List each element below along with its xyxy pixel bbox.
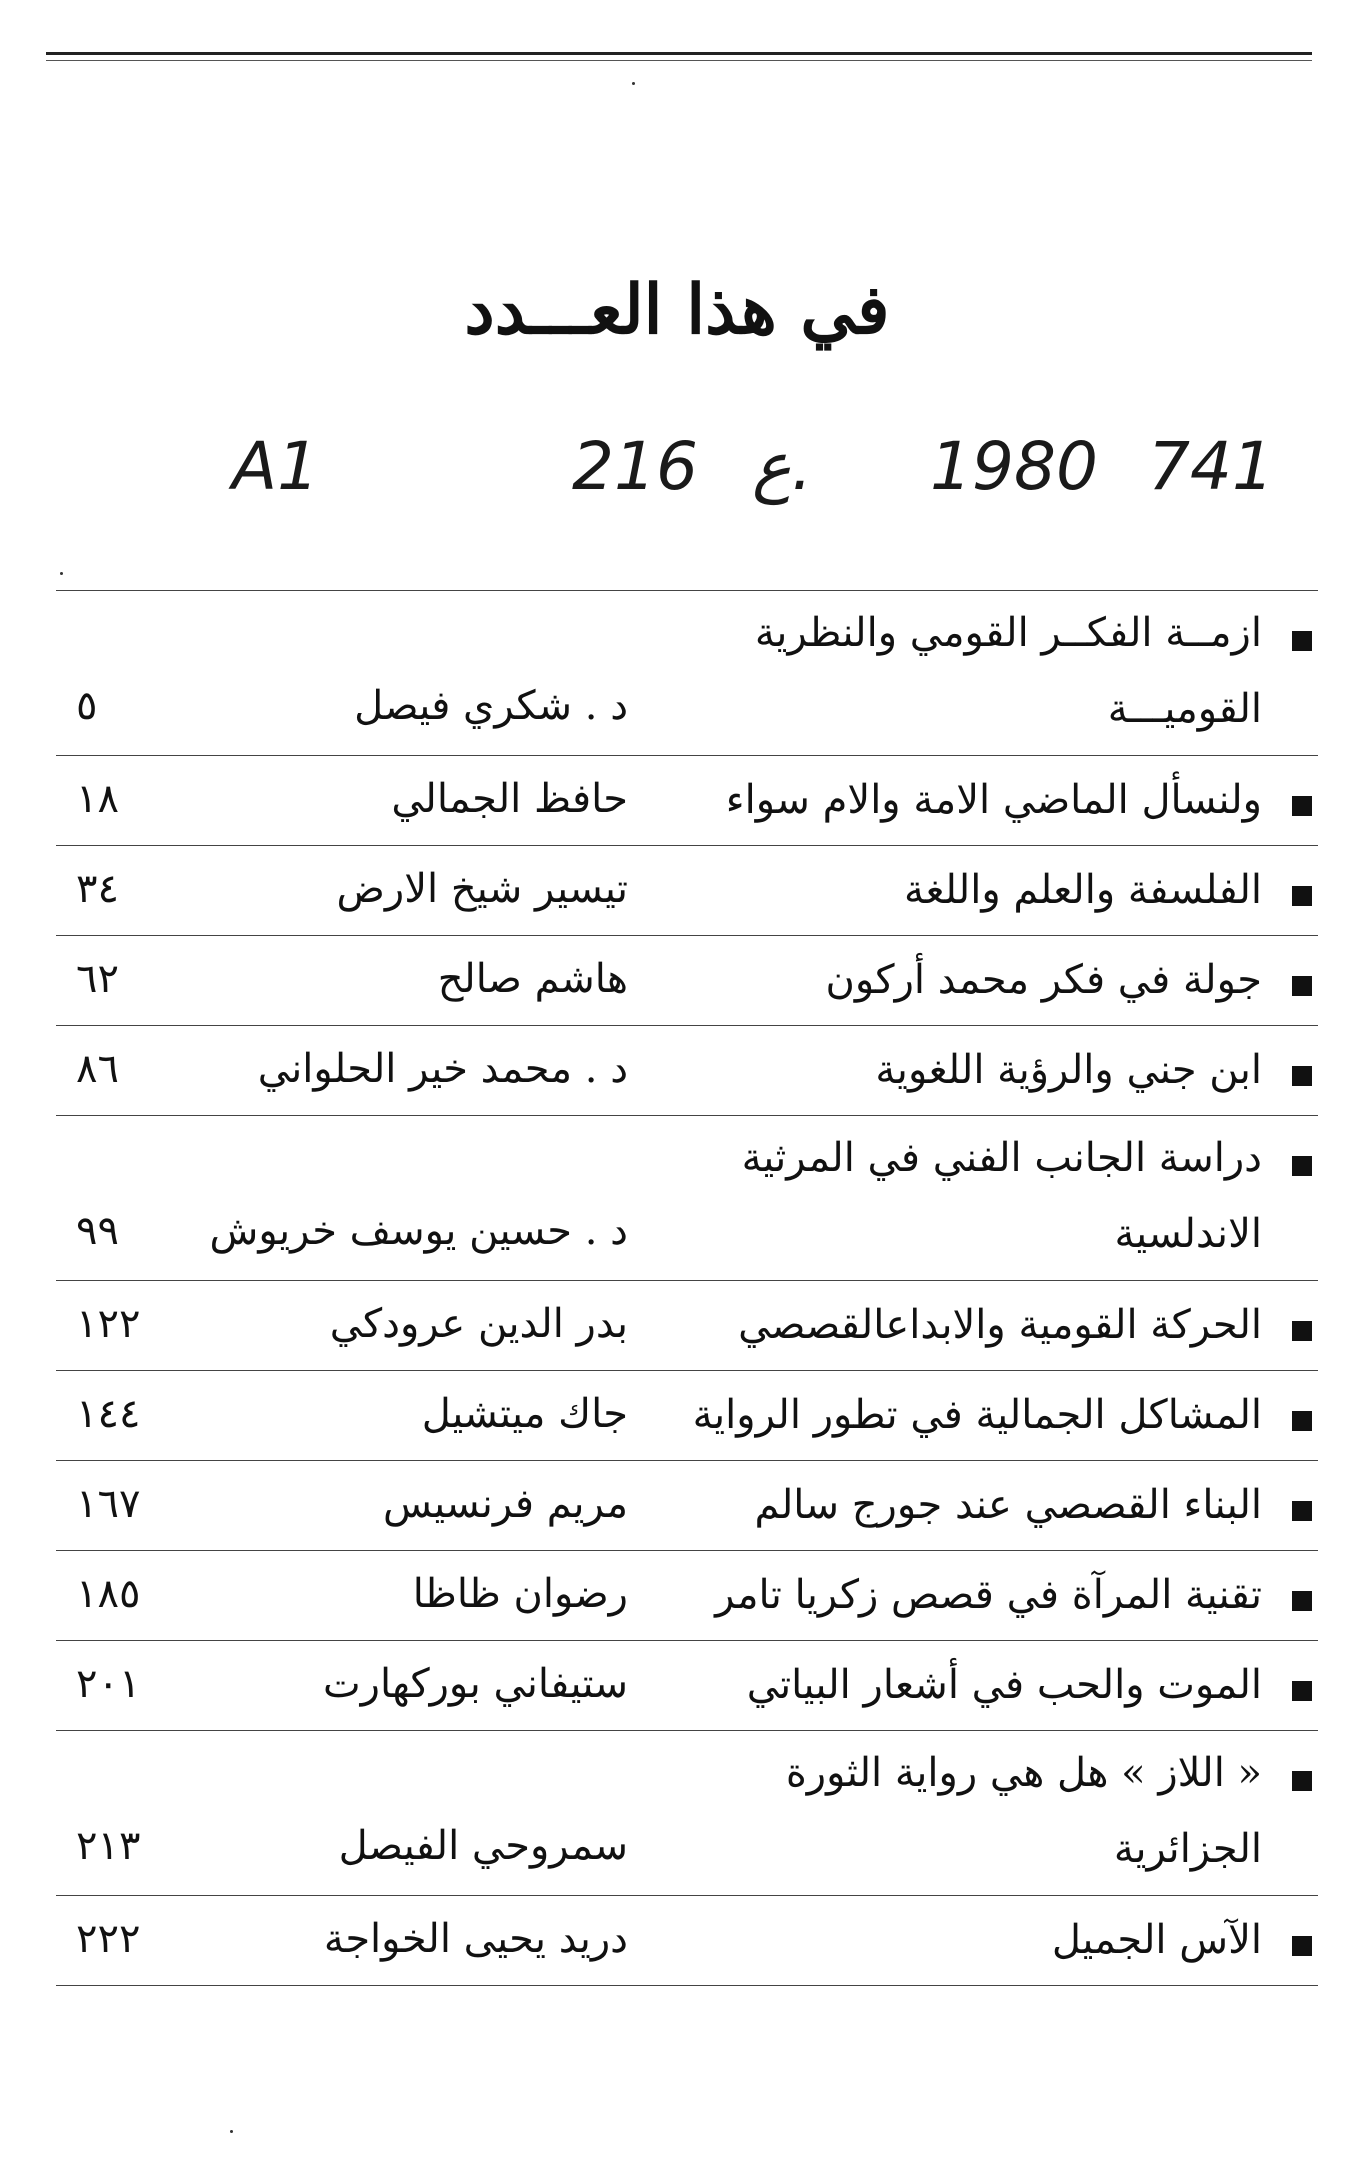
square-bullet-icon <box>1292 1321 1312 1341</box>
article-title: ابن جني والرؤية اللغوية <box>875 1047 1262 1093</box>
article-author: دريد يحيى الخواجة <box>323 1916 628 1962</box>
article-author: رضوان ظاظا <box>412 1571 628 1617</box>
square-bullet-icon <box>1292 1771 1312 1791</box>
article-title: جولة في فكر محمد أركون <box>825 957 1262 1003</box>
handwritten-note <box>0 428 1354 538</box>
page-number: ٢١٣ <box>76 1823 141 1869</box>
article-author: د . شكري فيصل <box>354 683 628 729</box>
article-title: الفلسفة والعلم واللغة <box>904 867 1262 913</box>
toc-row <box>56 1461 1318 1551</box>
page-number: ١٦٧ <box>76 1481 141 1527</box>
toc-row <box>56 1641 1318 1731</box>
square-bullet-icon <box>1292 1066 1312 1086</box>
article-author: حافظ الجمالي <box>391 776 628 822</box>
toc-row <box>56 1551 1318 1641</box>
article-author: بدر الدين عرودكي <box>329 1301 628 1347</box>
toc-row <box>56 756 1318 846</box>
handwritten-note-part: 741 <box>1148 428 1274 505</box>
toc-row <box>56 1026 1318 1116</box>
article-title: ولنسأل الماضي الامة والام سواء <box>725 777 1262 823</box>
handwritten-note-part: A1 <box>232 428 320 505</box>
page-number: ١٨ <box>76 776 119 822</box>
speck <box>60 572 63 575</box>
toc-row <box>56 1731 1318 1896</box>
square-bullet-icon <box>1292 886 1312 906</box>
page-title: في هذا العـــدد <box>464 270 890 350</box>
article-author: د . محمد خير الحلواني <box>257 1046 628 1092</box>
square-bullet-icon <box>1292 631 1312 651</box>
article-author: د . حسين يوسف خريوش <box>209 1208 628 1254</box>
article-title: الآس الجميل <box>1051 1917 1262 1963</box>
handwritten-note-part: 216 <box>572 428 698 505</box>
speck <box>632 82 635 85</box>
page-number: ١٨٥ <box>76 1571 141 1617</box>
square-bullet-icon <box>1292 1501 1312 1521</box>
page-number: ٨٦ <box>76 1046 119 1092</box>
page-number: ٢٠١ <box>76 1661 141 1707</box>
article-title: الموت والحب في أشعار البياتي <box>746 1662 1262 1708</box>
top-rule-thin <box>46 60 1312 61</box>
page-number: ١٤٤ <box>76 1391 141 1437</box>
article-title: الحركة القومية والابداعالقصصي <box>738 1302 1262 1348</box>
article-title: « اللاز » هل هي رواية الثورة الجزائرية <box>785 1750 1262 1872</box>
article-title: البناء القصصي عند جورج سالم <box>754 1482 1262 1528</box>
toc-row <box>56 846 1318 936</box>
article-title: المشاكل الجمالية في تطور الرواية <box>692 1392 1262 1438</box>
article-title: ازمــة الفكــر القومي والنظرية القوميـــة <box>754 610 1262 732</box>
square-bullet-icon <box>1292 976 1312 996</box>
article-title: تقنية المرآة في قصص زكريا تامر <box>715 1572 1262 1618</box>
toc-row <box>56 1371 1318 1461</box>
handwritten-note-part: ع. <box>752 428 813 505</box>
toc-row <box>56 591 1318 756</box>
page-number: ١٢٢ <box>76 1301 141 1347</box>
article-author: جاك ميتشيل <box>421 1391 628 1437</box>
page-number: ٩٩ <box>76 1208 119 1254</box>
square-bullet-icon <box>1292 1936 1312 1956</box>
page-number: ٢٢٢ <box>76 1916 141 1962</box>
page-number: ٦٢ <box>76 956 119 1002</box>
article-author: ستيفاني بوركهارت <box>322 1661 628 1707</box>
article-author: مريم فرنسيس <box>382 1481 628 1527</box>
square-bullet-icon <box>1292 1681 1312 1701</box>
speck <box>230 2130 233 2133</box>
page-number: ٥ <box>76 683 98 729</box>
toc-row <box>56 1116 1318 1281</box>
toc-row <box>56 936 1318 1026</box>
article-title: دراسة الجانب الفني في المرثية الاندلسية <box>741 1135 1262 1257</box>
page-number: ٣٤ <box>76 866 119 912</box>
table-of-contents <box>56 590 1318 1986</box>
article-author: سمروحي الفيصل <box>338 1823 628 1869</box>
square-bullet-icon <box>1292 1591 1312 1611</box>
toc-row <box>56 1896 1318 1986</box>
toc-row <box>56 1281 1318 1371</box>
article-author: تيسير شيخ الارض <box>336 866 628 912</box>
top-rule <box>46 52 1312 55</box>
square-bullet-icon <box>1292 1156 1312 1176</box>
handwritten-note-part: 1980 <box>930 428 1098 505</box>
square-bullet-icon <box>1292 1411 1312 1431</box>
square-bullet-icon <box>1292 796 1312 816</box>
article-author: هاشم صالح <box>437 956 628 1002</box>
